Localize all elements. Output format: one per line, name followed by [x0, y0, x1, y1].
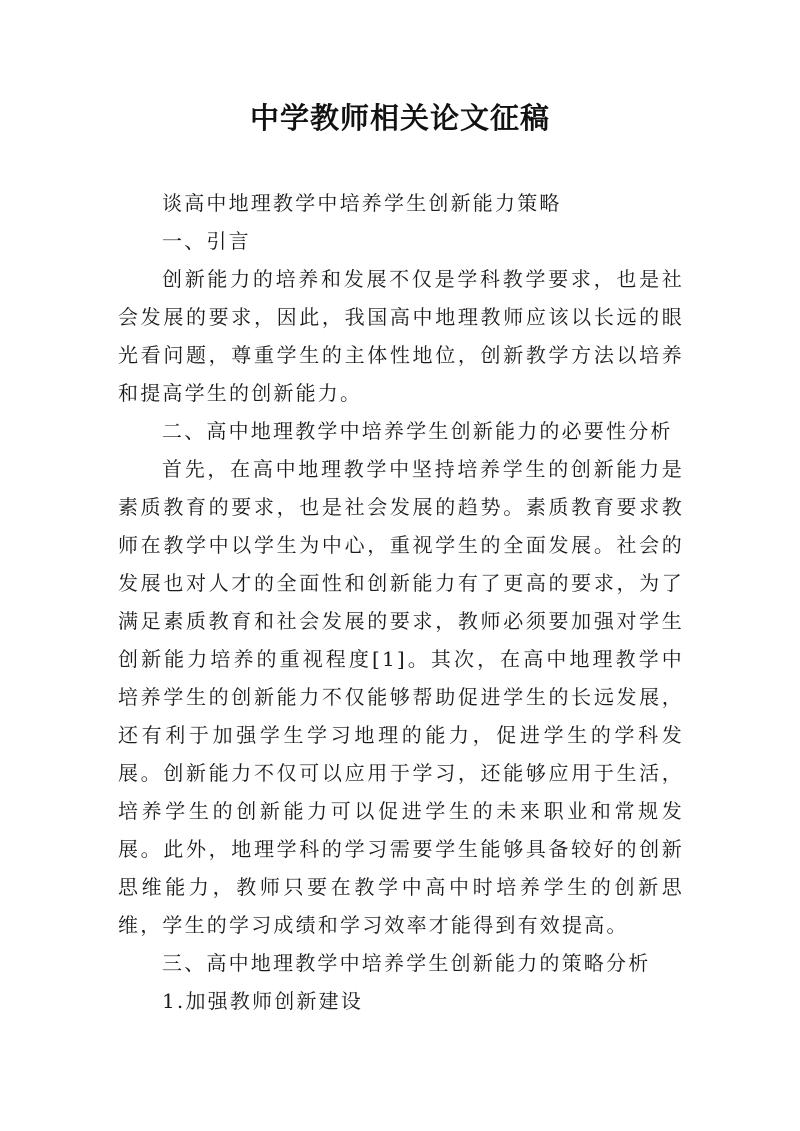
- section-heading-introduction: 一、引言: [162, 229, 251, 253]
- paragraph-necessity: 首先，在高中地理教学中坚持培养学生的创新能力是素质教育的要求，也是社会发展的趋势。素质教育要求教师在教学中以学生为中心，重视学生的全面发展。社会的发展也对人才的全面性和创新能力有了更高的要求，为了满足素质教育和社会发展的要求，教师必须要加强对学生创新能力培养的重视程度[1]。其次，在高中地理教学中培养学生的创新能力不仅能够帮助促进学生的长远发展，还有利于加强学生学习地理的能力，促进学生的学科发展。创新能力不仅可以应用于学习，还能够应用于生活，培养学生的创新能力可以促进学生的未来职业和常规发展。此外，地理学科的学习需要学生能够具备较好的创新思维能力，教师只要在教学中高中时培养学生的创新思维，学生的学习成绩和学习效率才能得到有效提高。: [118, 457, 684, 937]
- section-heading-necessity: 二、高中地理教学中培养学生创新能力的必要性分析: [162, 419, 673, 443]
- document-body: [118, 184, 684, 1020]
- paragraph-introduction: 创新能力的培养和发展不仅是学科教学要求，也是社会发展的要求，因此，我国高中地理教师应该以长远的眼光看问题，尊重学生的主体性地位，创新教学方法以培养和提高学生的创新能力。: [118, 267, 684, 405]
- section-heading-strategy: 三、高中地理教学中培养学生创新能力的策略分析: [162, 951, 651, 975]
- article-subtitle: 谈高中地理教学中培养学生创新能力策略: [162, 191, 562, 215]
- subsection-heading-teacher-innovation: 1.加强教师创新建设: [162, 989, 364, 1013]
- document-title: 中学教师相关论文征稿: [249, 101, 550, 135]
